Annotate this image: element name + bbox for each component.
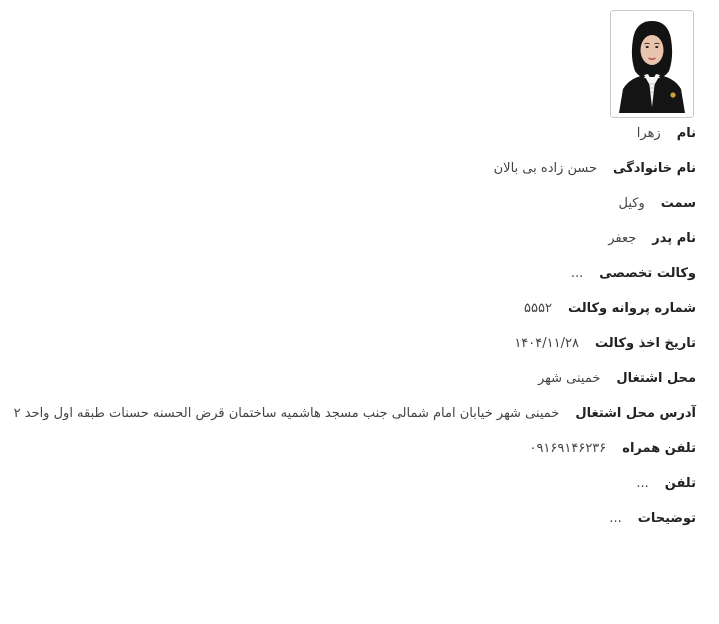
- field-work-address: [6, 396, 696, 431]
- field-value: خمینی شهر: [537, 371, 601, 386]
- field-value: ...: [570, 266, 584, 281]
- field-label: تلفن همراه: [622, 441, 696, 456]
- field-license-number: [6, 291, 696, 326]
- field-value: حسن زاده بی بالان: [493, 161, 598, 176]
- field-label: نام: [676, 126, 696, 141]
- field-specialty: [6, 256, 696, 291]
- field-value: ۰۹۱۶۹۱۴۶۲۳۶: [529, 441, 607, 456]
- field-first-name: [6, 116, 696, 151]
- field-workplace: [6, 361, 696, 396]
- field-position: [6, 186, 696, 221]
- field-value: ...: [636, 476, 649, 491]
- field-label: محل اشتغال: [616, 371, 696, 386]
- field-value: ۱۴۰۴/۱۱/۲۸: [514, 336, 579, 351]
- field-value: ۵۵۵۲: [524, 301, 552, 316]
- field-father-name: [6, 221, 696, 256]
- field-value: وکیل: [618, 196, 645, 211]
- profile-fields: [6, 116, 696, 536]
- portrait-image: [615, 15, 689, 113]
- field-phone: [6, 466, 696, 501]
- field-label: نام پدر: [652, 231, 696, 246]
- field-mobile: [6, 431, 696, 466]
- field-label: وکالت تخصصی: [599, 266, 696, 281]
- field-label: نام خانوادگی: [613, 161, 696, 176]
- field-label: تلفن: [664, 476, 696, 491]
- field-label: توضیحات: [637, 511, 696, 526]
- field-label: سمت: [660, 196, 696, 211]
- field-value: زهرا: [636, 126, 661, 141]
- field-last-name: [6, 151, 696, 186]
- field-label: آدرس محل اشتغال: [575, 406, 696, 421]
- profile-photo: [610, 10, 694, 118]
- field-label: شماره پروانه وکالت: [567, 301, 696, 316]
- field-value: ...: [609, 511, 622, 526]
- field-label: تاریخ اخذ وکالت: [594, 336, 696, 351]
- field-license-date: [6, 326, 696, 361]
- field-value: جعفر: [608, 231, 637, 246]
- field-value: خمینی شهر خیابان امام شمالی جنب مسجد هاشمیه ساختمان قرض الحسنه حسنات طبقه اول واحد ۲: [13, 406, 560, 421]
- field-description: [6, 501, 696, 536]
